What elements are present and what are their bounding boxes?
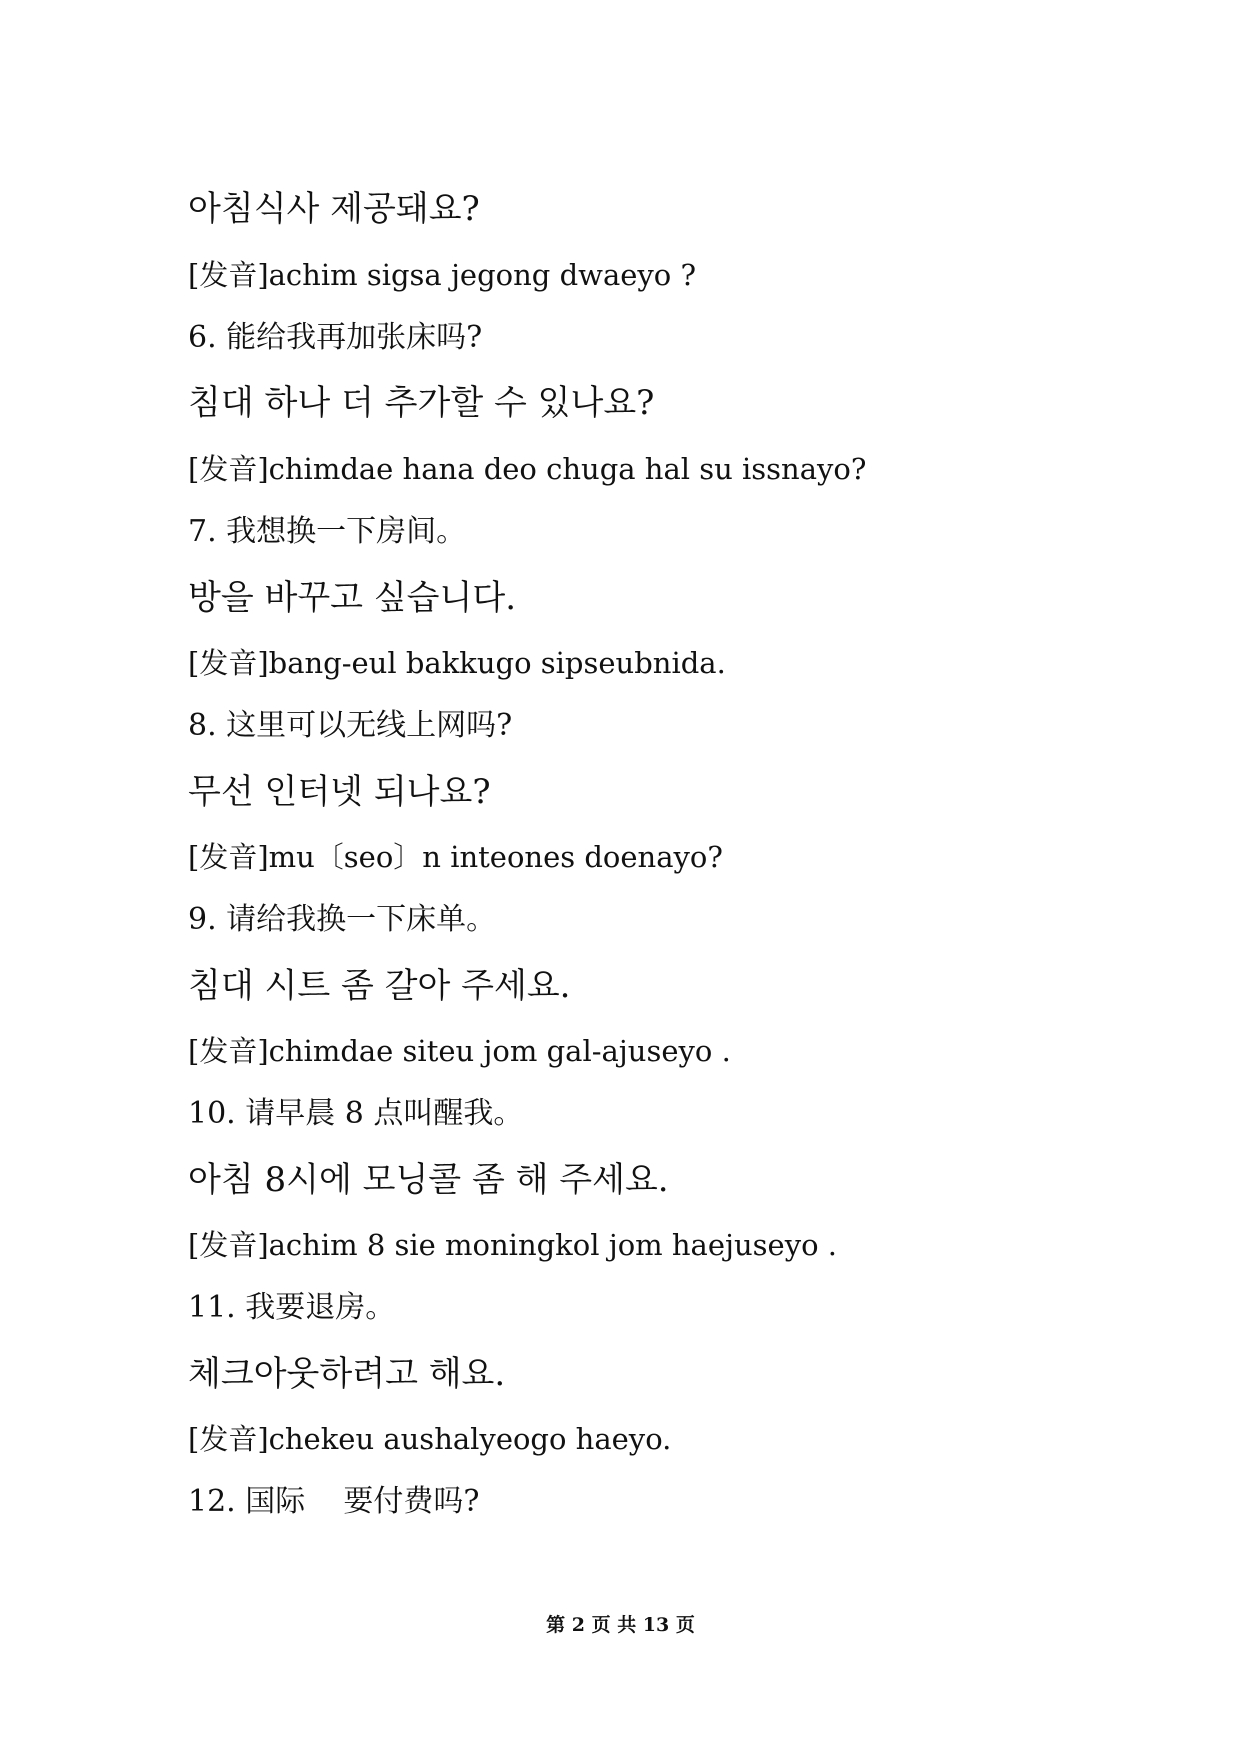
pronunciation-line: [发音]achim sigsa jegong dwaeyo ? — [188, 258, 697, 292]
korean-sentence: 무선 인터넷 되나요? — [188, 772, 491, 812]
pronunciation-line: [发音]achim 8 sie moningkol jom haejuseyo . — [188, 1228, 838, 1262]
pronunciation-line: [发音]bang-eul bakkugo sipseubnida. — [188, 646, 726, 680]
chinese-phrase: 12. 国际 要付费吗? — [188, 1484, 480, 1519]
page-number-footer: 第 2 页 共 13 页 — [546, 1614, 695, 1636]
korean-sentence: 침대 하나 더 추가할 수 있나요? — [188, 383, 655, 423]
chinese-phrase: 8. 这里可以无线上网吗? — [188, 708, 513, 743]
korean-sentence: 방을 바꾸고 싶습니다. — [188, 578, 517, 618]
korean-sentence: 체크아웃하려고 해요. — [188, 1354, 506, 1394]
korean-sentence: 침대 시트 좀 갈아 주세요. — [188, 966, 571, 1006]
korean-sentence: 아침 8시에 모닝콜 좀 해 주세요. — [188, 1160, 669, 1200]
pronunciation-line: [发音]chimdae hana deo chuga hal su issnayo? — [188, 452, 867, 486]
chinese-phrase: 11. 我要退房。 — [188, 1290, 396, 1325]
pronunciation-line: [发音]mu〔seo〕n inteones doenayo? — [188, 840, 723, 874]
chinese-phrase: 6. 能给我再加张床吗? — [188, 320, 483, 355]
chinese-phrase: 7. 我想换一下房间。 — [188, 514, 467, 549]
chinese-phrase: 10. 请早晨 8 点叫醒我。 — [188, 1096, 524, 1131]
pronunciation-line: [发音]chimdae siteu jom gal-ajuseyo . — [188, 1034, 731, 1068]
korean-sentence: 아침식사 제공돼요? — [188, 189, 480, 229]
chinese-phrase: 9. 请给我换一下床单。 — [188, 902, 497, 937]
pronunciation-line: [发音]chekeu aushalyeogo haeyo. — [188, 1422, 672, 1456]
